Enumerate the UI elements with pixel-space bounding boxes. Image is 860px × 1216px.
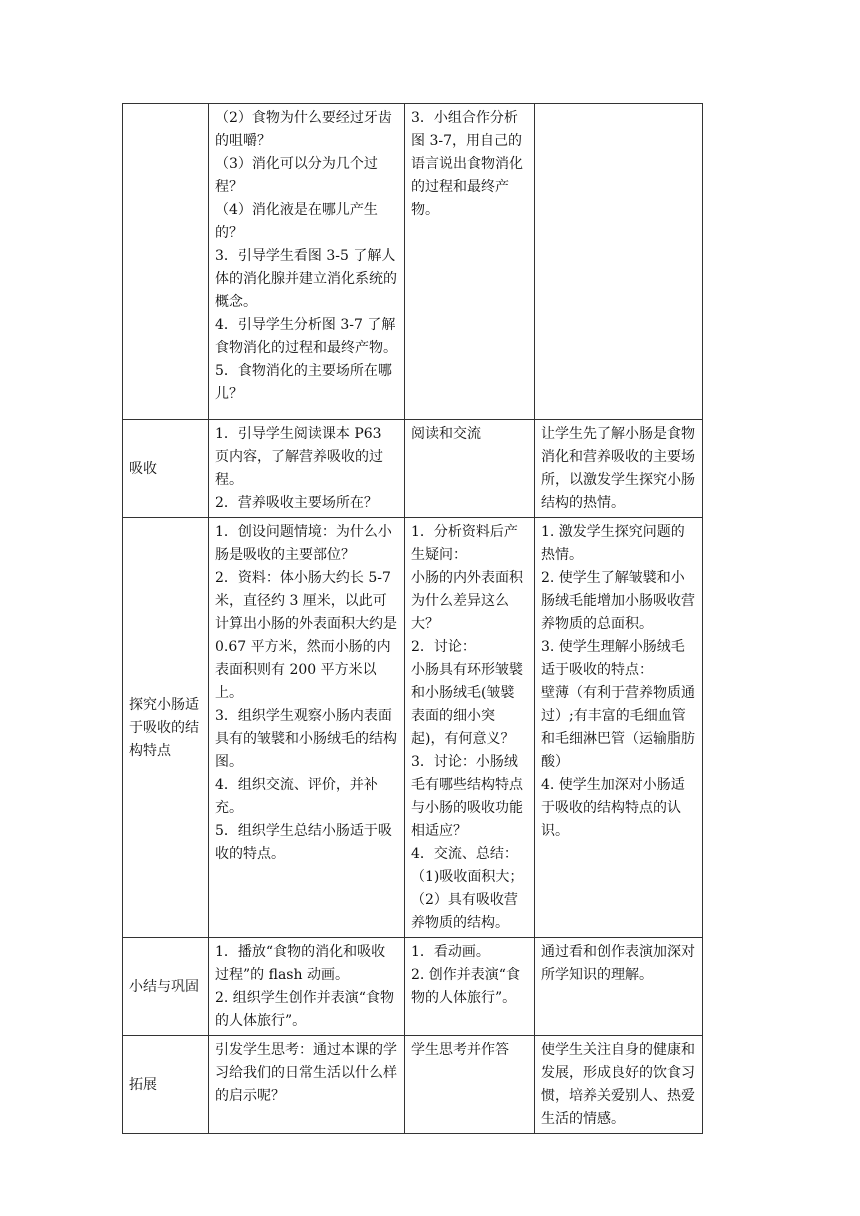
- student-activity-line: 小肠具有环形皱襞和小肠绒毛(皱襞表面的细小突起)，有何意义？: [411, 662, 523, 747]
- design-intent-line: 3. 使学生理解小肠绒毛适于吸收的特点：: [541, 639, 685, 678]
- teacher-activity-line: （4）消化液是在哪儿产生的？: [215, 202, 378, 241]
- teacher-activity-line: 4．引导学生分析图 3-7 了解食物消化的过程和最终产物。: [215, 317, 397, 356]
- teacher-activity-line: （3）消化可以分为几个过程？: [215, 156, 378, 195]
- design-intent-cell: [535, 518, 703, 938]
- student-activity-line: 学生思考并作答: [411, 1042, 509, 1058]
- student-activity-line: 3．小组合作分析图 3-7，用自己的语言说出食物消化的过程和最终产物。: [411, 110, 523, 218]
- student-activity-line: 4．交流、总结：: [411, 846, 518, 862]
- design-intent-line: 2. 使学生了解皱襞和小肠绒毛能增加小肠吸收营养物质的总面积。: [541, 570, 695, 632]
- teacher-activity-line: 3．引导学生看图 3-5 了解人体的消化腺并建立消化系统的概念。: [215, 248, 397, 310]
- teacher-activity-cell: [209, 104, 405, 420]
- teacher-activity-line: 1．引导学生阅读课本 P63 页内容，了解营养吸收的过程。: [215, 426, 383, 488]
- student-activity-line: 2．讨论：: [411, 639, 476, 655]
- teacher-activity-line: 引发学生思考：通过本课的学习给我们的日常生活以什么样的启示呢？: [215, 1042, 397, 1104]
- teacher-activity-line: 5．组织学生总结小肠适于吸收的特点。: [215, 823, 392, 862]
- student-activity-line: （2）具有吸收营养物质的结构。: [411, 892, 518, 931]
- section-cell: 探究小肠适于吸收的结构特点: [123, 518, 209, 938]
- student-activity-cell: [405, 420, 535, 518]
- section-cell: 拓展: [123, 1036, 209, 1134]
- student-activity-line: 1．分析资料后产生疑问：: [411, 524, 518, 563]
- student-activity-cell: [405, 938, 535, 1036]
- student-activity-cell: [405, 104, 535, 420]
- table-row: [123, 420, 703, 518]
- table-row: [123, 938, 703, 1036]
- lesson-plan-table: [122, 103, 703, 1134]
- teacher-activity-line: 2. 组织学生创作并表演“食物的人体旅行”。: [215, 990, 394, 1029]
- teacher-activity-line: 2．资料：体小肠大约长 5-7 米，直径约 3 厘米，以此可计算出小肠的外表面积大约是 0.67 平方米，然而小肠的内表面积则有 200 平方米以上。: [215, 570, 397, 701]
- student-activity-line: 3．讨论：小肠绒毛有哪些结构特点与小肠的吸收功能相适应？: [411, 754, 523, 839]
- teacher-activity-line: （2）食物为什么要经过牙齿的咀嚼？: [215, 110, 392, 149]
- student-activity-line: 阅读和交流: [411, 426, 481, 442]
- design-intent-cell: [535, 938, 703, 1036]
- teacher-activity-cell: [209, 938, 405, 1036]
- teacher-activity-line: 2．营养吸收主要场所在？: [215, 495, 378, 511]
- design-intent-line: 壁薄（有利于营养物质通过）;有丰富的毛细血管和毛细淋巴管（运输脂肪酸）: [541, 685, 695, 770]
- section-cell: 小结与巩固: [123, 938, 209, 1036]
- student-activity-line: 1．看动画。: [411, 944, 490, 960]
- section-cell: 吸收: [123, 420, 209, 518]
- design-intent-line: 1. 激发学生探究问题的热情。: [541, 524, 685, 563]
- design-intent-line: 4. 使学生加深对小肠适于吸收的结构特点的认识。: [541, 777, 685, 839]
- design-intent-line: 让学生先了解小肠是食物消化和营养吸收的主要场所，以激发学生探究小肠结构的热情。: [541, 426, 695, 511]
- teacher-activity-line: 1．播放“食物的消化和吸收过程”的 flash 动画。: [215, 944, 386, 983]
- teacher-activity-line: 3．组织学生观察小肠内表面具有的皱襞和小肠绒毛的结构图。: [215, 708, 397, 770]
- teacher-activity-cell: [209, 420, 405, 518]
- table-row: [123, 1036, 703, 1134]
- table-row: [123, 104, 703, 420]
- student-activity-cell: [405, 518, 535, 938]
- design-intent-line: 通过看和创作表演加深对所学知识的理解。: [541, 944, 695, 983]
- teacher-activity-line: 4．组织交流、评价，并补充。: [215, 777, 378, 816]
- table-row: [123, 518, 703, 938]
- student-activity-cell: [405, 1036, 535, 1134]
- design-intent-line: 使学生关注自身的健康和发展，形成良好的饮食习惯，培养关爱别人、热爱生活的情感。: [541, 1042, 695, 1127]
- design-intent-cell: [535, 104, 703, 420]
- student-activity-line: 2. 创作并表演“食物的人体旅行”。: [411, 967, 520, 1006]
- design-intent-cell: [535, 420, 703, 518]
- teacher-activity-cell: [209, 518, 405, 938]
- student-activity-line: 小肠的内外表面积为什么差异这么大？: [411, 570, 523, 632]
- teacher-activity-cell: [209, 1036, 405, 1134]
- teacher-activity-line: 5．食物消化的主要场所在哪儿？: [215, 363, 392, 402]
- design-intent-cell: [535, 1036, 703, 1134]
- teacher-activity-line: 1．创设问题情境：为什么小肠是吸收的主要部位？: [215, 524, 392, 563]
- section-cell: [123, 104, 209, 420]
- student-activity-line: （1)吸收面积大；: [411, 869, 524, 885]
